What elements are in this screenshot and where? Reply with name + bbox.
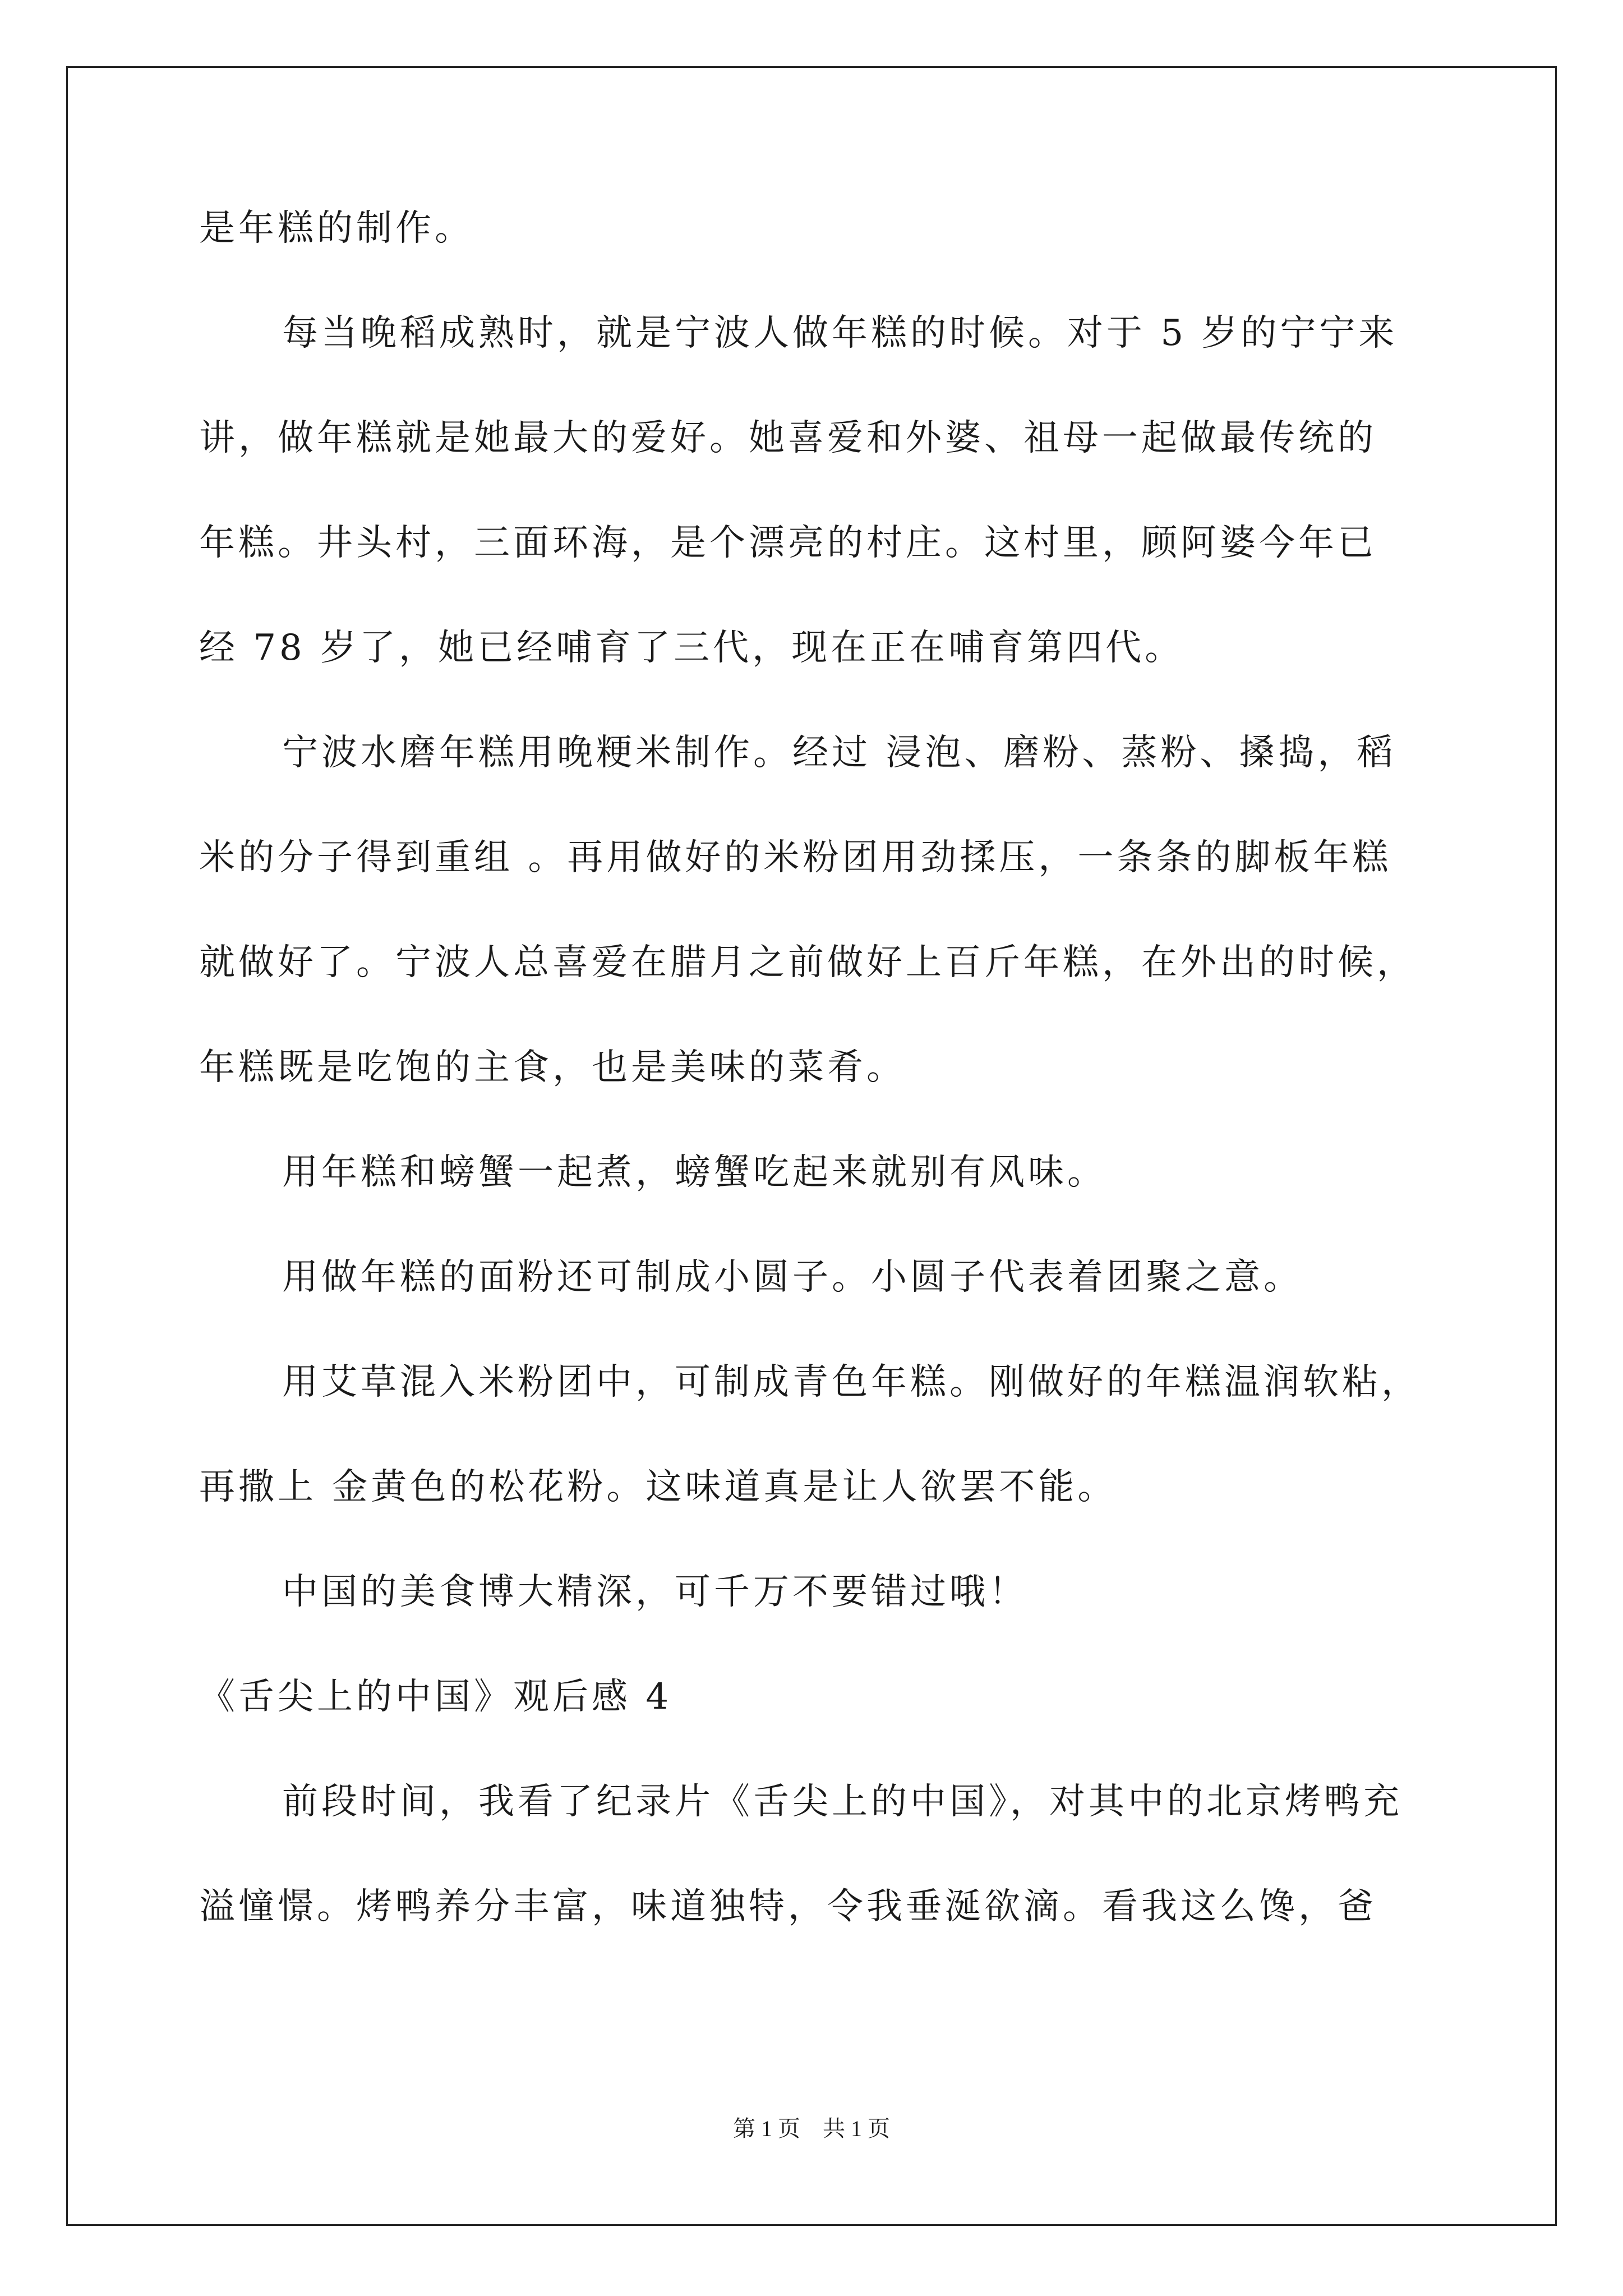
paragraph-line: 中国的美食博大精深，可千万不要错过哦！ — [282, 1571, 1028, 1613]
text-line: 再撒上 金黄色的松花粉。这味道真是让人欲罢不能。 — [199, 1466, 1117, 1508]
text-line: 是年糕的制作。 — [199, 208, 474, 249]
text-line: 年糕既是吃饱的主食，也是美味的菜肴。 — [199, 1047, 906, 1088]
paragraph-line: 前段时间，我看了纪录片《舌尖上的中国》，对其中的北京烤鸭充 — [282, 1781, 1403, 1823]
paragraph-line: 每当晚稻成熟时，就是宁波人做年糕的时候。对于 5 岁的宁宁来 — [282, 312, 1398, 354]
paragraph-line: 用艾草混入米粉团中，可制成青色年糕。刚做好的年糕温润软粘， — [282, 1361, 1421, 1403]
text-line: 经 78 岁了，她已经哺育了三代，现在正在哺育第四代。 — [199, 627, 1184, 669]
text-line: 就做好了。宁波人总喜爱在腊月之前做好上百斤年糕，在外出的时候， — [199, 942, 1416, 983]
section-heading: 《舌尖上的中国》观后感 4 — [199, 1676, 672, 1718]
paragraph-line: 用年糕和螃蟹一起煮，螃蟹吃起来就别有风味。 — [282, 1152, 1106, 1193]
paragraph-line: 用做年糕的面粉还可制成小圆子。小圆子代表着团聚之意。 — [282, 1257, 1303, 1298]
text-line: 溢憧憬。烤鸭养分丰富，味道独特，令我垂涎欲滴。看我这么馋，爸 — [199, 1886, 1377, 1927]
page-footer: 第 1 页 共 1 页 — [733, 2116, 890, 2141]
paragraph-line: 宁波水磨年糕用晚粳米制作。经过 浸泡、磨粉、蒸粉、搡捣，稻 — [282, 732, 1396, 774]
text-line: 米的分子得到重组 。再用做好的米粉团用劲揉压，一条条的脚板年糕 — [199, 837, 1392, 878]
text-line: 年糕。井头村，三面环海，是个漂亮的村庄。这村里，顾阿婆今年已 — [199, 522, 1377, 564]
text-line: 讲，做年糕就是她最大的爱好。她喜爱和外婆、祖母一起做最传统的 — [199, 417, 1377, 459]
